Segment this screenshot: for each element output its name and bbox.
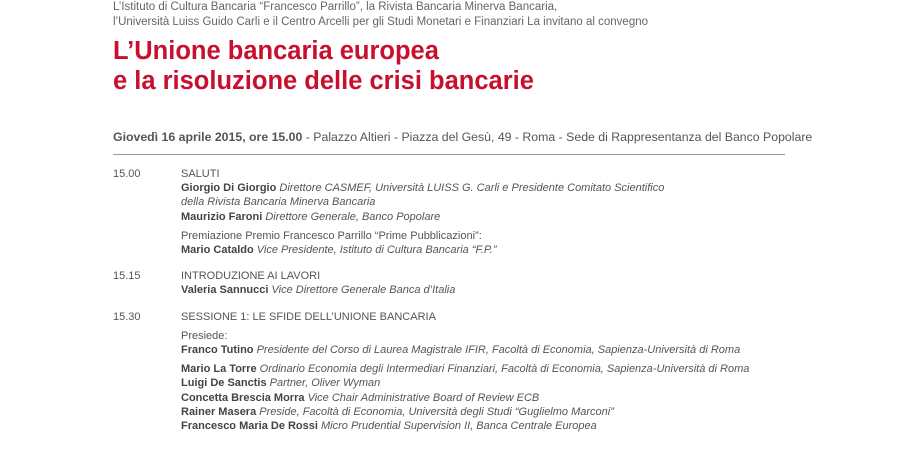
intro-line: L’Istituto di Cultura Bancaria “Francesco Parrillo”, la Rivista Bancaria Minerva Bancaria,: [113, 1, 558, 13]
intro-line: l’Università Luiss Guido Carli e il Centro Arcelli per gli Studi Monetari e Finanziari La invitano al convegno: [113, 16, 649, 28]
speaker-role: della Rivista Bancaria Minerva Bancaria: [181, 196, 376, 209]
speaker-name: Maurizio Faroni: [181, 210, 263, 223]
speaker-role: Vice Direttore Generale Banca d’Italia: [271, 284, 456, 297]
event-date: Giovedì 16 aprile 2015, ore 15.00: [113, 130, 303, 144]
slot-content: [181, 269, 793, 297]
speaker-name: Rainer Masera: [181, 405, 257, 418]
divider: [113, 154, 785, 155]
speaker-role: Ordinario Economia degli Intermediari Finanziari, Facoltà di Economia, Sapienza-Università di Roma: [259, 363, 750, 376]
program: [113, 167, 793, 445]
program-slot: [113, 310, 793, 434]
slot-time: 15.00: [113, 168, 141, 180]
speaker-name: Francesco Maria De Rossi: [181, 420, 318, 433]
slot-heading: INTRODUZIONE AI LAVORI: [181, 270, 321, 283]
speaker-role: Vice Chair Administrative Board of Review ECB: [307, 391, 540, 404]
speaker-name: Mario La Torre: [181, 363, 257, 376]
program-slot: [113, 269, 793, 297]
speaker-name: Giorgio Di Giorgio: [181, 182, 277, 195]
event-dateline: [113, 130, 812, 144]
event-venue: - Palazzo Altieri - Piazza del Gesù, 49 - Roma - Sede di Rappresentanza del Banco Popolare: [302, 130, 813, 144]
speaker: [181, 283, 793, 297]
speaker-role-cont: [181, 195, 793, 209]
speaker-role: Direttore Generale, Banco Popolare: [265, 210, 441, 223]
speaker-role: Direttore CASMEF, Università LUISS G. Carli e Presidente Comitato Scientifico: [279, 182, 665, 195]
speaker: [181, 391, 793, 405]
title-line: L’Unione bancaria europea: [113, 37, 439, 65]
speaker-name: Luigi De Sanctis: [181, 377, 267, 390]
slot-time: 15.30: [113, 310, 141, 323]
title-line: e la risoluzione delle crisi bancarie: [113, 67, 534, 95]
speaker-name: Franco Tutino: [181, 344, 254, 357]
speaker-name: Valeria Sannucci: [181, 284, 269, 297]
slot-heading: SESSIONE 1: LE SFIDE DELL’UNIONE BANCARIA: [181, 310, 436, 323]
speaker-role: Presidente del Corso di Laurea Magistrale IFIR, Facoltà di Economia, Sapienza-Università di Roma: [256, 344, 741, 357]
speaker-role: Vice Presidente, Istituto di Cultura Bancaria “F.P.”: [256, 244, 497, 257]
speaker: [181, 405, 793, 419]
speaker: [181, 243, 793, 257]
chair: [181, 343, 793, 357]
speaker-name: Mario Cataldo: [181, 244, 254, 257]
speaker: [181, 376, 793, 390]
page-title: [113, 36, 534, 96]
speaker: [181, 210, 793, 224]
slot-content: [181, 310, 793, 434]
speaker-role: Partner, Oliver Wyman: [269, 377, 381, 390]
slot-content: [181, 167, 793, 257]
invitation-intro: [113, 0, 648, 30]
speaker: [181, 181, 793, 195]
speaker-role: Preside, Facoltà di Economia, Università degli Studi “Guglielmo Marconi”: [259, 405, 614, 418]
speaker-name: Concetta Brescia Morra: [181, 391, 305, 404]
speaker: [181, 419, 793, 433]
speaker: [181, 362, 793, 376]
program-slot: [113, 167, 793, 257]
award-line: Premiazione Premio Francesco Parrillo “Prime Pubblicazioni”:: [181, 229, 482, 242]
chair-label: Presiede:: [181, 329, 228, 342]
speaker-role: Micro Prudential Supervision II, Banca Centrale Europea: [321, 420, 597, 433]
slot-time: 15.15: [113, 270, 141, 283]
slot-heading: SALUTI: [181, 168, 220, 180]
